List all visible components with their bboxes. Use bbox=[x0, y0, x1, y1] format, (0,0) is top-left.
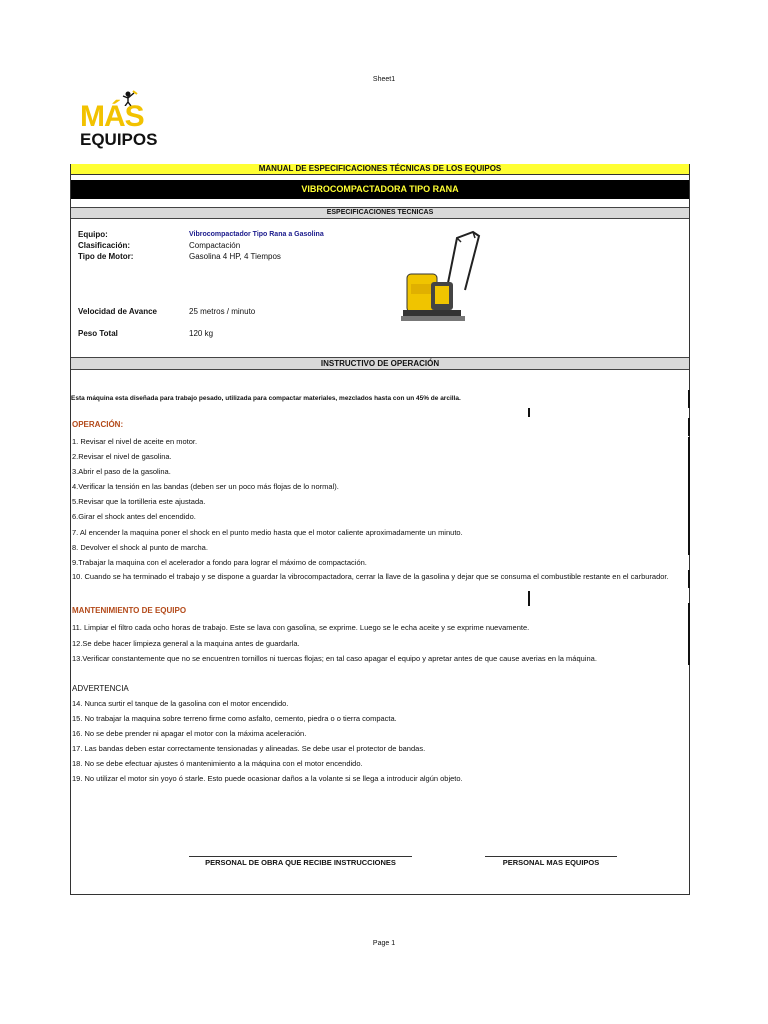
list-item: 19. No utilizar el motor sin yoyo ó starle. Esto puede ocasionar daños a la volante si se llega a introducir algún objeto. bbox=[72, 774, 463, 783]
velocidad-label: Velocidad de Avance bbox=[78, 307, 157, 316]
list-item: 11. Limpiar el filtro cada ocho horas de trabajo. Este se lava con gasolina, se exprime. Luego se le echa aceite y se exprime nuevamente. bbox=[72, 623, 530, 632]
specs-heading: ESPECIFICACIONES TECNICAS bbox=[71, 207, 689, 219]
machine-title: VIBROCOMPACTADORA TIPO RANA bbox=[71, 180, 689, 199]
list-item: 8. Devolver el shock al punto de marcha. bbox=[72, 543, 208, 552]
list-item: 17. Las bandas deben estar correctamente tensionadas y alineadas. Se debe usar el protector de bandas. bbox=[72, 744, 426, 753]
cell-marker bbox=[688, 437, 690, 555]
clasificacion-label: Clasificación: bbox=[78, 241, 131, 250]
clasificacion-value: Compactación bbox=[189, 241, 241, 250]
list-item: 3.Abrir el paso de la gasolina. bbox=[72, 467, 171, 476]
signature-label-left: PERSONAL DE OBRA QUE RECIBE INSTRUCCIONES bbox=[205, 858, 396, 867]
list-item: 1. Revisar el nivel de aceite en motor. bbox=[72, 437, 198, 446]
cell-marker bbox=[688, 418, 690, 436]
list-item: 6.Girar el shock antes del encendido. bbox=[72, 512, 196, 521]
mantenimiento-title: MANTENIMIENTO DE EQUIPO bbox=[72, 606, 187, 615]
cell-marker bbox=[528, 591, 530, 606]
cell-marker bbox=[688, 390, 690, 408]
peso-value: 120 kg bbox=[189, 329, 214, 338]
list-item: 16. No se debe prender ni apagar el motor con la máxima aceleración. bbox=[72, 729, 307, 738]
list-item: 5.Revisar que la tortilleria este ajustada. bbox=[72, 497, 206, 506]
intro-text: Esta máquina esta diseñada para trabajo pesado, utilizada para compactar materiales, mezclados hasta con un 45% de arcilla. bbox=[71, 395, 461, 402]
peso-label: Peso Total bbox=[78, 329, 118, 338]
equipo-label: Equipo: bbox=[78, 230, 108, 239]
list-item: 4.Verificar la tensión en las bandas (deben ser un poco más flojas de lo normal). bbox=[72, 482, 339, 491]
advertencia-title: ADVERTENCIA bbox=[72, 684, 129, 693]
cell-marker bbox=[688, 570, 690, 588]
list-item: 9.Trabajar la maquina con el acelerador a fondo para lograr el máximo de compactación. bbox=[72, 558, 367, 567]
manual-title: MANUAL DE ESPECIFICACIONES TÉCNICAS DE LOS EQUIPOS bbox=[71, 164, 689, 175]
operacion-title: OPERACIÓN: bbox=[72, 420, 124, 429]
list-item: 18. No se debe efectuar ajustes ó mantenimiento a la máquina con el motor encendido. bbox=[72, 759, 363, 768]
list-item: 2.Revisar el nivel de gasolina. bbox=[72, 452, 172, 461]
signature-line-right bbox=[485, 856, 617, 857]
cell-marker bbox=[688, 603, 690, 665]
list-item: 10. Cuando se ha terminado el trabajo y se dispone a guardar la vibrocompactadora, cerrar la llave de la gasolina y dejar que se consuma el combustible restante en el carburador. bbox=[72, 572, 669, 581]
plate-compactor-image bbox=[395, 228, 485, 328]
list-item: 14. Nunca surtir el tanque de la gasolina con el motor encendido. bbox=[72, 699, 289, 708]
list-item: 7. Al encender la maquina poner el shock en el punto medio hasta que el motor caliente aproximadamente un minuto. bbox=[72, 528, 463, 537]
velocidad-value: 25 metros / minuto bbox=[189, 307, 256, 316]
logo-equipos: EQUIPOS bbox=[80, 130, 158, 149]
cell-marker bbox=[528, 408, 530, 417]
list-item: 15. No trabajar la maquina sobre terreno firme como asfalto, cemento, piedra o o tierra compacta. bbox=[72, 714, 397, 723]
list-item: 13.Verificar constantemente que no se encuentren tornillos ni tuercas flojas; en tal caso apagar el equipo y apretar antes de que cause averias en la máquina. bbox=[72, 654, 597, 663]
list-item: 12.Se debe hacer limpieza general a la maquina antes de guardarla. bbox=[72, 639, 300, 648]
motor-value: Gasolina 4 HP, 4 Tiempos bbox=[189, 252, 281, 261]
mas-equipos-logo bbox=[80, 90, 160, 160]
signature-label-right: PERSONAL MAS EQUIPOS bbox=[502, 858, 600, 867]
motor-label: Tipo de Motor: bbox=[78, 252, 134, 261]
instructions-heading: INSTRUCTIVO DE OPERACIÓN bbox=[71, 357, 689, 370]
logo-mas: MÁS bbox=[80, 100, 144, 133]
signature-line-left bbox=[189, 856, 412, 857]
page-number: Page 1 bbox=[372, 940, 396, 947]
equipo-value: Vibrocompactador Tipo Rana a Gasolina bbox=[189, 231, 324, 238]
sheet-label: Sheet1 bbox=[372, 76, 396, 83]
